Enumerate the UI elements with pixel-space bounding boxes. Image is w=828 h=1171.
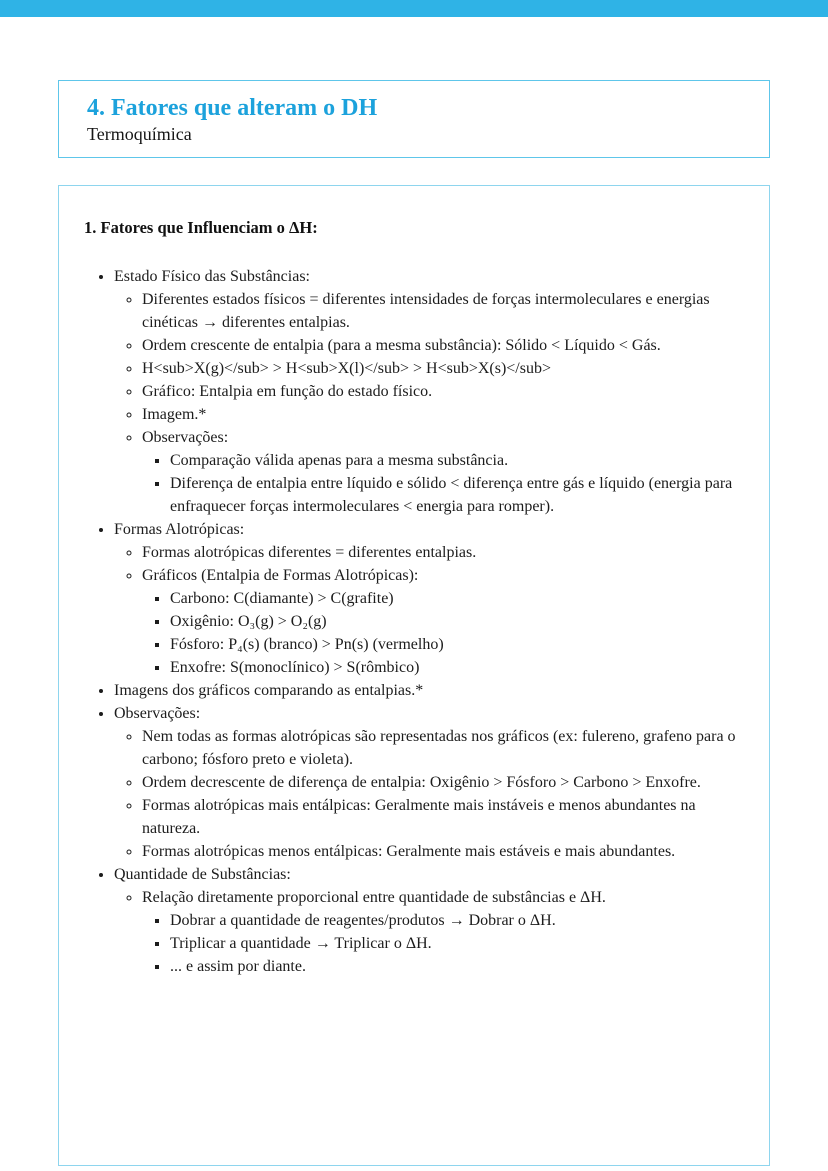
list-item-text: Carbono: C(diamante) > C(grafite) (170, 590, 394, 607)
list-item (114, 863, 743, 978)
content-list (84, 265, 743, 978)
list-item-text: ... e assim por diante. (170, 958, 306, 975)
list-item-text: Gráficos (Entalpia de Formas Alotrópicas): (142, 567, 419, 584)
list-item (114, 265, 743, 518)
list-item-text: Quantidade de Substâncias: (114, 866, 291, 883)
list-item-text: Nem todas as formas alotrópicas são representadas nos gráficos (ex: fulereno, grafeno para o carbono; fósforo preto e violeta). (142, 728, 736, 768)
list-item (114, 702, 743, 863)
list-item-text: Ordem decrescente de diferença de entalpia: Oxigênio > Fósforo > Carbono > Enxofre. (142, 774, 701, 791)
list-item (170, 472, 743, 518)
list-item (142, 725, 743, 771)
list-item-text: Gráfico: Entalpia em função do estado físico. (142, 383, 433, 400)
list-item-text: Diferença de entalpia entre líquido e sólido < diferença entre gás e líquido (energia para enfraquecer forças intermoleculares < energia para romper). (170, 475, 733, 515)
content-card (58, 185, 770, 1166)
bullet-list (84, 265, 743, 978)
list-item (142, 794, 743, 840)
bullet-list (114, 886, 743, 978)
list-item (142, 334, 743, 357)
list-item (142, 541, 743, 564)
list-item-text: Enxofre: S(monoclínico) > S(rômbico) (170, 659, 420, 676)
list-item (142, 564, 743, 679)
list-item (170, 656, 743, 679)
bullet-list (142, 909, 743, 978)
list-item (170, 909, 743, 932)
list-item (114, 518, 743, 679)
bullet-list (142, 587, 743, 679)
list-item-text: Triplicar a quantidade → Triplicar o ΔH. (170, 935, 432, 952)
list-item-text: Diferentes estados físicos = diferentes intensidades de forças intermoleculares e energias cinéticas → diferentes entalpias. (142, 291, 710, 331)
list-item-text: Estado Físico das Substâncias: (114, 268, 310, 285)
title-card (58, 80, 770, 158)
list-item-text: Observações: (142, 429, 229, 446)
list-item-text: Imagens dos gráficos comparando as entalpias.* (114, 682, 424, 699)
list-item-text: Formas alotrópicas diferentes = diferentes entalpias. (142, 544, 477, 561)
bullet-list (114, 725, 743, 863)
bullet-list (114, 288, 743, 518)
list-item (170, 633, 743, 656)
page-subtitle: Termoquímica (87, 124, 192, 144)
list-item-text: H<sub>X(g)</sub> > H<sub>X(l)</sub> > H<sub>X(s)</sub> (142, 360, 551, 377)
list-item (170, 932, 743, 955)
list-item-text: Oxigênio: O₃(g) > O₂(g) (170, 613, 327, 630)
list-item (142, 403, 743, 426)
bullet-list (114, 541, 743, 679)
list-item-text: Formas alotrópicas menos entálpicas: Geralmente mais estáveis e mais abundantes. (142, 843, 676, 860)
list-item (142, 380, 743, 403)
list-item (142, 840, 743, 863)
list-item-text: Imagem.* (142, 406, 207, 423)
list-item-text: Formas alotrópicas mais entálpicas: Geralmente mais instáveis e menos abundantes na natureza. (142, 797, 696, 837)
page-title: 4. Fatores que alteram o DH (87, 95, 378, 121)
list-item (114, 679, 743, 702)
list-item-text: Comparação válida apenas para a mesma substância. (170, 452, 509, 469)
list-item (142, 886, 743, 978)
section-heading: 1. Fatores que Influenciam o ΔH: (84, 218, 318, 237)
list-item-text: Fósforo: P₄(s) (branco) > Pn(s) (vermelho) (170, 636, 444, 653)
list-item-text: Formas Alotrópicas: (114, 521, 245, 538)
list-item (142, 771, 743, 794)
list-item (142, 357, 743, 380)
list-item (142, 426, 743, 518)
list-item (170, 610, 743, 633)
top-accent-bar (0, 0, 828, 17)
list-item (170, 587, 743, 610)
list-item-text: Observações: (114, 705, 201, 722)
list-item-text: Dobrar a quantidade de reagentes/produtos → Dobrar o ΔH. (170, 912, 556, 929)
list-item (170, 955, 743, 978)
list-item-text: Relação diretamente proporcional entre quantidade de substâncias e ΔH. (142, 889, 606, 906)
bullet-list (142, 449, 743, 518)
list-item (142, 288, 743, 334)
list-item-text: Ordem crescente de entalpia (para a mesma substância): Sólido < Líquido < Gás. (142, 337, 661, 354)
list-item (170, 449, 743, 472)
